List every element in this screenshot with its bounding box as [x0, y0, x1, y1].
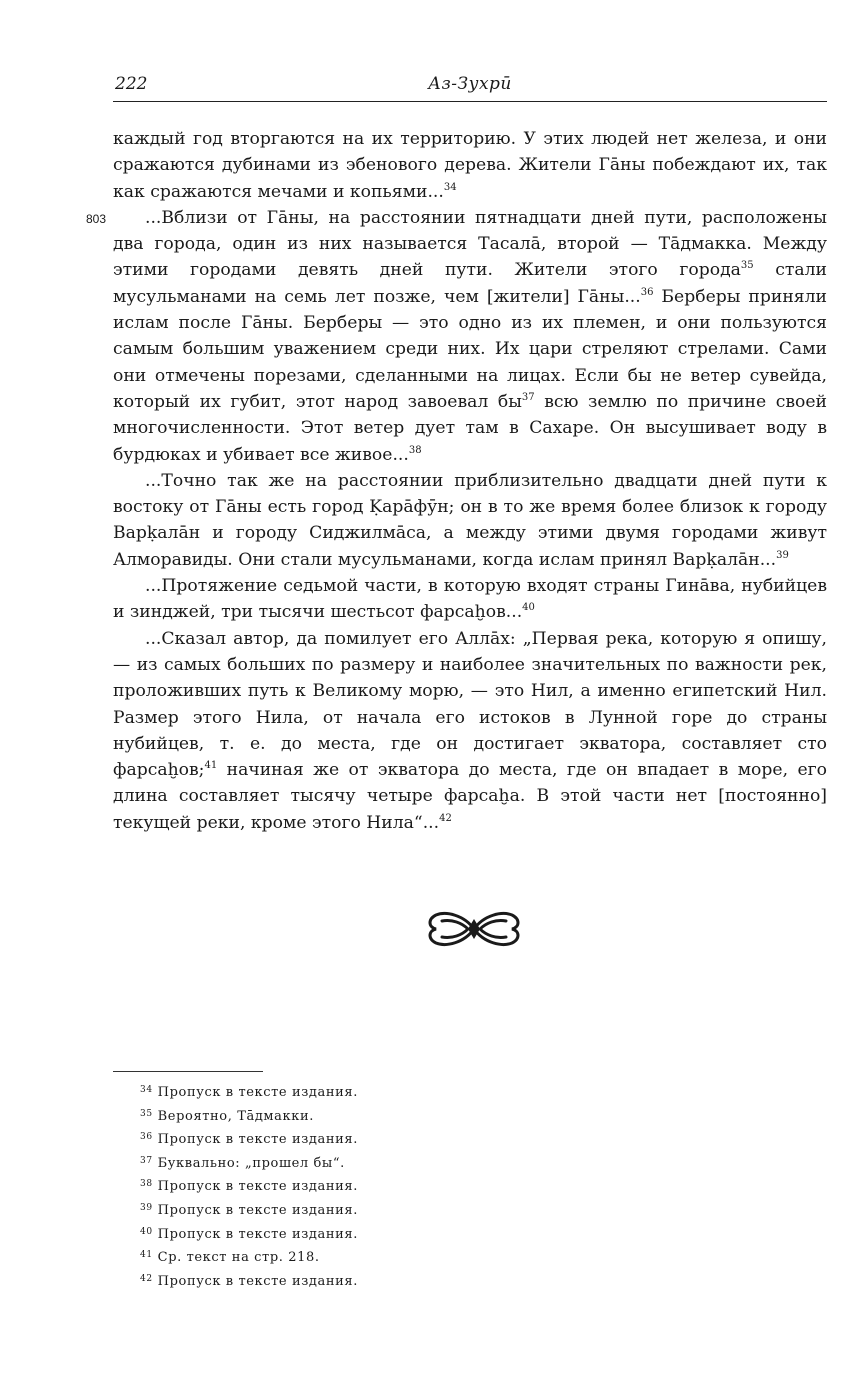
- footnote-text: Пропуск в тексте издания.: [157, 1273, 358, 1289]
- footnote-ref: 42: [439, 812, 452, 824]
- footnote: [140, 1174, 540, 1198]
- footnotes: [140, 1080, 540, 1292]
- paragraph-text: всю землю по причине своей многочисленности. Этот ветер дует там в Сахаре. Он высушивает воду в бурдюках и убивает все живое...: [113, 391, 827, 465]
- footnote-text: Буквально: „прошел бы“.: [157, 1155, 345, 1171]
- footnote-text: Пропуск в тексте издания.: [157, 1085, 358, 1100]
- footnote-ref: 38: [408, 444, 422, 456]
- footnote-text: Вероятно, Тāдмакки.: [157, 1108, 314, 1124]
- footnote-text: Ср. текст на стр. 218.: [157, 1250, 320, 1266]
- footnote-text: Пропуск в тексте издания.: [157, 1179, 358, 1195]
- footnote-number: 41: [140, 1250, 153, 1261]
- paragraph-1: [113, 126, 827, 205]
- paragraph-text: стали мусульманами на семь лет позже, чем [жители] Гāны...: [113, 260, 827, 307]
- footnote-ref: 37: [521, 391, 535, 403]
- footnote-ref: 41: [204, 760, 218, 772]
- footnote: [140, 1245, 540, 1269]
- fleuron-icon: [424, 905, 524, 953]
- footnote: [140, 1080, 540, 1104]
- footnote: [140, 1127, 540, 1151]
- footnote-text: Пропуск в тексте издания.: [157, 1132, 358, 1148]
- footnote-ref: 40: [522, 602, 535, 614]
- footnote-number: 38: [140, 1179, 153, 1190]
- footnote-number: 35: [140, 1108, 153, 1119]
- paragraph-text: начиная же от экватора до места, где он впадает в море, его длина составляет тысячу четыре фарсаḫа. В этой части нет [постоянно] текущей реки, кроме этого Нила“...: [113, 760, 827, 833]
- paragraph-text: ...Протяжение седьмой части, в которую входят страны Гинāва, нубийцев и зинджей, три тысячи шестьсот фарсаḫов...: [113, 576, 827, 623]
- footnote-number: 36: [140, 1132, 153, 1143]
- footnote-number: 37: [140, 1155, 153, 1166]
- paragraph-text: ...Вблизи от Гāны, на расстоянии пятнадцати дней пути, расположены два города, один из них называется Тасалā, второй — Тāдмакка. Между этими городами девять дней пути. Жители этого города: [113, 207, 827, 281]
- footnote-number: 40: [140, 1226, 153, 1237]
- running-header: [113, 74, 827, 100]
- page-number: 222: [115, 74, 148, 94]
- paragraph-text: ...Точно так же на расстоянии приблизительно двадцати дней пути к востоку от Гāны есть город Ḳарāфӯн; он в то же время более близок к городу Варḳалāн и городу Сиджилмāса, а между этими двумя городами живут Алморавиды. Они стали мусульманами, когда ислам принял Варḳалāн...: [113, 470, 827, 570]
- paragraph-4: [113, 573, 827, 626]
- footnote-ref: 36: [640, 286, 654, 298]
- footnote: [140, 1104, 540, 1128]
- footnote-text: Пропуск в тексте издания.: [157, 1202, 358, 1218]
- footnote: [140, 1151, 540, 1175]
- main-text: [113, 126, 827, 836]
- paragraph-text: ...Сказал автор, да помилует его Аллāх: „Первая река, которую я опишу, — из самых больших по размеру и наиболее значительных по важности рек, проложивших путь к Великому морю, — это Нил, а именно египетский Нил. Размер этого Нила, от начала его истоков в Лунной горе до страны нубийцев, т. е. до места, где он достигает экватора, составляет сто фарсаḫов;: [113, 628, 827, 781]
- paragraph-5: [113, 626, 827, 836]
- footnote-number: 39: [140, 1202, 153, 1213]
- footnote-ref: 39: [776, 549, 789, 561]
- footnote-text: Пропуск в тексте издания.: [157, 1226, 358, 1242]
- footnote: [140, 1222, 540, 1246]
- margin-page-reference: 803: [86, 212, 107, 226]
- paragraph-text: Берберы приняли ислам после Гāны. Берберы — это одно из их племен, и они пользуются самым большим уважением среди них. Их цари стреляют стрелами. Сами они отмечены порезами, сделанными на лицах. Если бы не ветер сувейда, который их губит, этот народ завоевал бы: [113, 286, 827, 412]
- footnote: [140, 1198, 540, 1222]
- running-title: Аз-Зухрӣ: [428, 74, 512, 94]
- footnote-ref: 35: [740, 260, 754, 272]
- footnote-number: 34: [140, 1085, 153, 1095]
- header-rule: [113, 101, 827, 102]
- paragraph-text: каждый год вторгаются на их территорию. У этих людей нет железа, и они сражаются дубинами из эбенового дерева. Жители Гāны побеждают их, так как сражаются мечами и копьями...: [113, 129, 827, 202]
- footnote-number: 42: [140, 1273, 153, 1284]
- footnote-rule: [113, 1071, 263, 1072]
- paragraph-2: [113, 205, 827, 468]
- footnote-ref: 34: [443, 181, 457, 193]
- paragraph-3: [113, 468, 827, 573]
- footnote: [140, 1269, 540, 1293]
